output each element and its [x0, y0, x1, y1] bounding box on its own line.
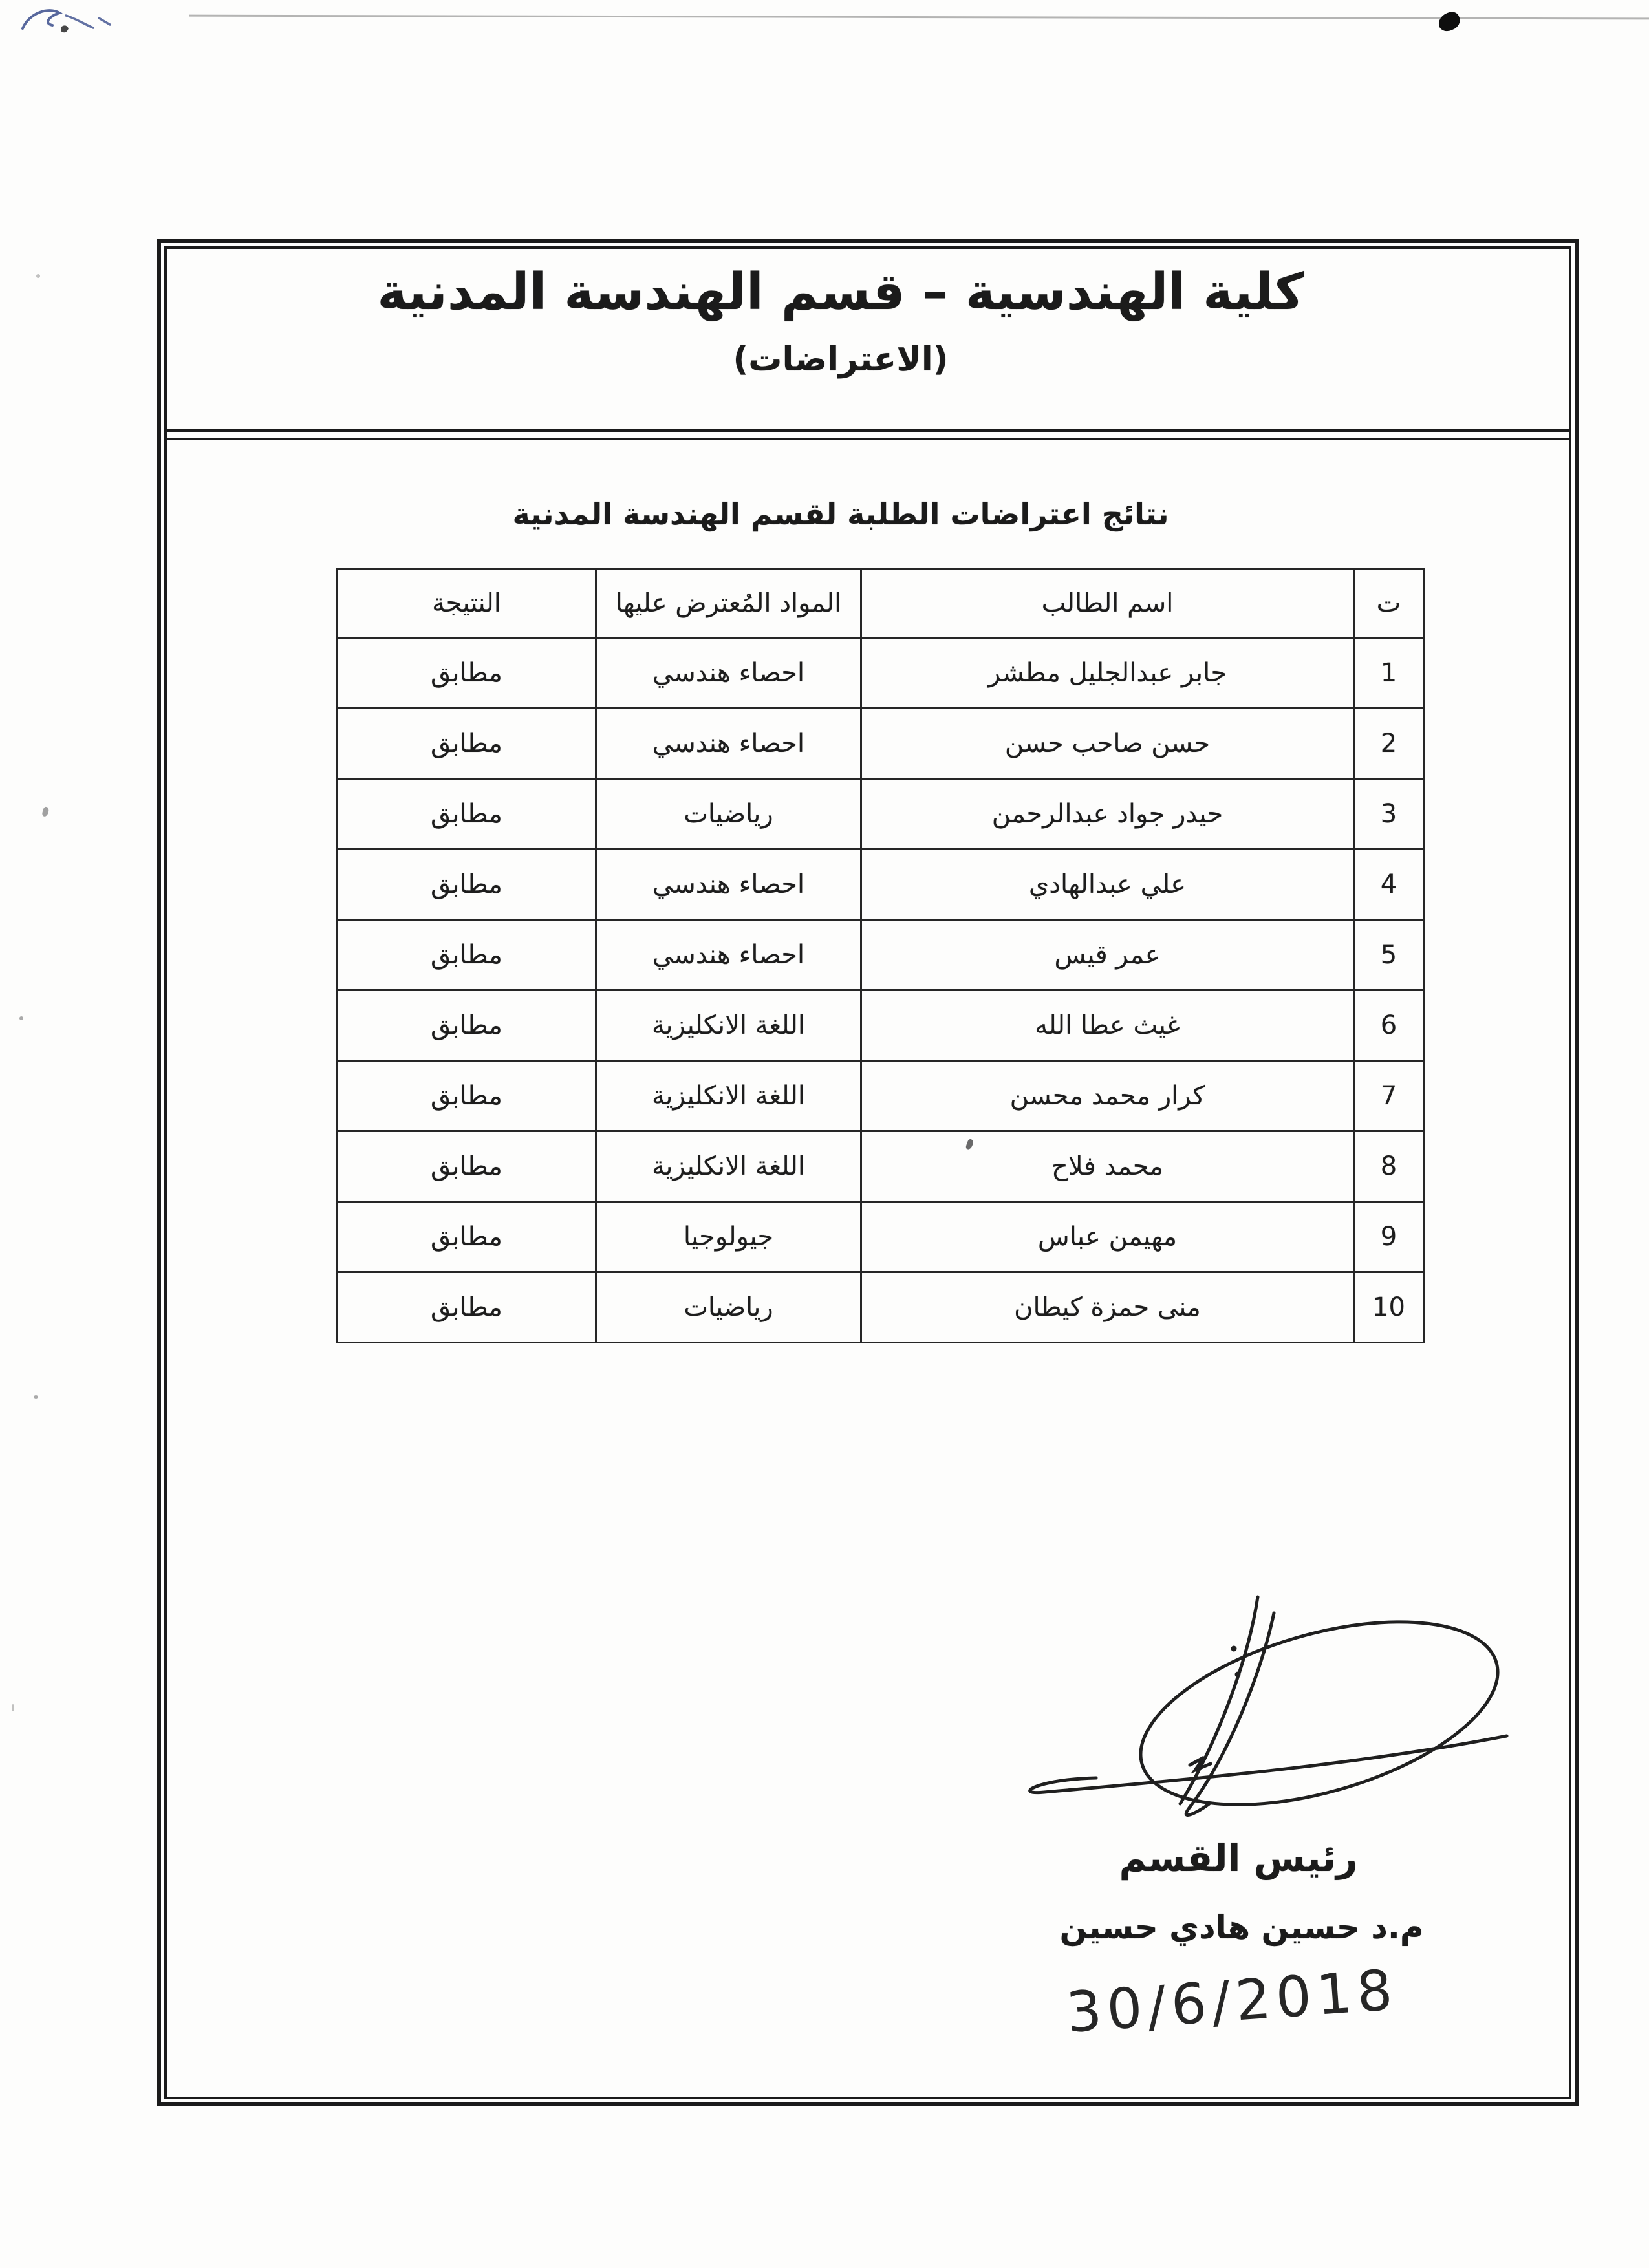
cell-name: كرار محمد محسن — [861, 1061, 1354, 1131]
table-header-row — [338, 569, 1424, 638]
page-title: نتائج اعتراضات الطلبة لقسم الهندسة المدنية — [512, 497, 1169, 531]
cell-number: 8 — [1354, 1131, 1424, 1202]
cell-subjects: احصاء هندسي — [596, 850, 861, 920]
cell-subjects: احصاء هندسي — [596, 709, 861, 779]
scan-speck — [12, 1704, 14, 1711]
cell-name: غيث عطا الله — [861, 990, 1354, 1061]
cell-name: عمر قيس — [861, 920, 1354, 990]
cell-subjects: اللغة الانكليزية — [596, 1061, 861, 1131]
cell-name: منى حمزة كيطان — [861, 1272, 1354, 1343]
cell-name: حيدر جواد عبدالرحمن — [861, 779, 1354, 850]
column-header-number: ت — [1354, 569, 1424, 638]
cell-subjects: احصاء هندسي — [596, 920, 861, 990]
cell-name: حسن صاحب حسن — [861, 709, 1354, 779]
objections-subtitle: (الاعتراضات) — [733, 340, 949, 379]
signature-name: م.د حسين هادي حسين — [1059, 1909, 1424, 1946]
cell-number: 5 — [1354, 920, 1424, 990]
header-divider-line — [166, 438, 1569, 440]
pen-scribble-artifact — [13, 1, 149, 47]
cell-number: 7 — [1354, 1061, 1424, 1131]
cell-subjects: اللغة الانكليزية — [596, 990, 861, 1061]
scan-speck — [36, 274, 40, 278]
table-row — [338, 638, 1424, 709]
cell-result: مطابق — [338, 990, 596, 1061]
column-header-name: اسم الطالب — [861, 569, 1354, 638]
scan-speck — [19, 1016, 23, 1020]
cell-number: 1 — [1354, 638, 1424, 709]
table-row — [338, 1061, 1424, 1131]
college-title: كلية الهندسية – قسم الهندسة المدنية — [377, 263, 1304, 321]
column-header-subjects: المواد المُعترض عليها — [596, 569, 861, 638]
table-row — [338, 1202, 1424, 1272]
table-row — [338, 779, 1424, 850]
signature-role: رئيس القسم — [1119, 1836, 1358, 1880]
cell-subjects: رياضيات — [596, 1272, 861, 1343]
table-row — [338, 850, 1424, 920]
cell-result: مطابق — [338, 638, 596, 709]
cell-result: مطابق — [338, 709, 596, 779]
cell-number: 2 — [1354, 709, 1424, 779]
header-divider-line — [166, 429, 1569, 432]
cell-number: 4 — [1354, 850, 1424, 920]
scan-line-artifact — [189, 15, 1649, 20]
cell-name: مهيمن عباس — [861, 1202, 1354, 1272]
table-row — [338, 920, 1424, 990]
cell-name: جابر عبدالجليل مطشر — [861, 638, 1354, 709]
cell-subjects: رياضيات — [596, 779, 861, 850]
cell-number: 10 — [1354, 1272, 1424, 1343]
cell-result: مطابق — [338, 1272, 596, 1343]
scan-speck — [41, 806, 49, 817]
handwritten-signature — [996, 1552, 1552, 1862]
signature-date: 30/6/2018 — [1064, 1958, 1400, 2046]
table-row — [338, 990, 1424, 1061]
cell-result: مطابق — [338, 779, 596, 850]
scan-speck — [34, 1395, 38, 1399]
cell-name: علي عبدالهادي — [861, 850, 1354, 920]
cell-number: 6 — [1354, 990, 1424, 1061]
cell-result: مطابق — [338, 1061, 596, 1131]
column-header-result: النتيجة — [338, 569, 596, 638]
cell-number: 9 — [1354, 1202, 1424, 1272]
table-row — [338, 709, 1424, 779]
ink-blob-artifact — [1436, 10, 1463, 34]
cell-result: مطابق — [338, 1202, 596, 1272]
cell-number: 3 — [1354, 779, 1424, 850]
cell-result: مطابق — [338, 920, 596, 990]
table-row — [338, 1272, 1424, 1343]
table-row — [338, 1131, 1424, 1202]
cell-subjects: اللغة الانكليزية — [596, 1131, 861, 1202]
cell-result: مطابق — [338, 1131, 596, 1202]
cell-result: مطابق — [338, 850, 596, 920]
cell-name: محمد فلاح — [861, 1131, 1354, 1202]
cell-subjects: جيولوجيا — [596, 1202, 861, 1272]
cell-subjects: احصاء هندسي — [596, 638, 861, 709]
objections-results-table — [336, 568, 1425, 1343]
